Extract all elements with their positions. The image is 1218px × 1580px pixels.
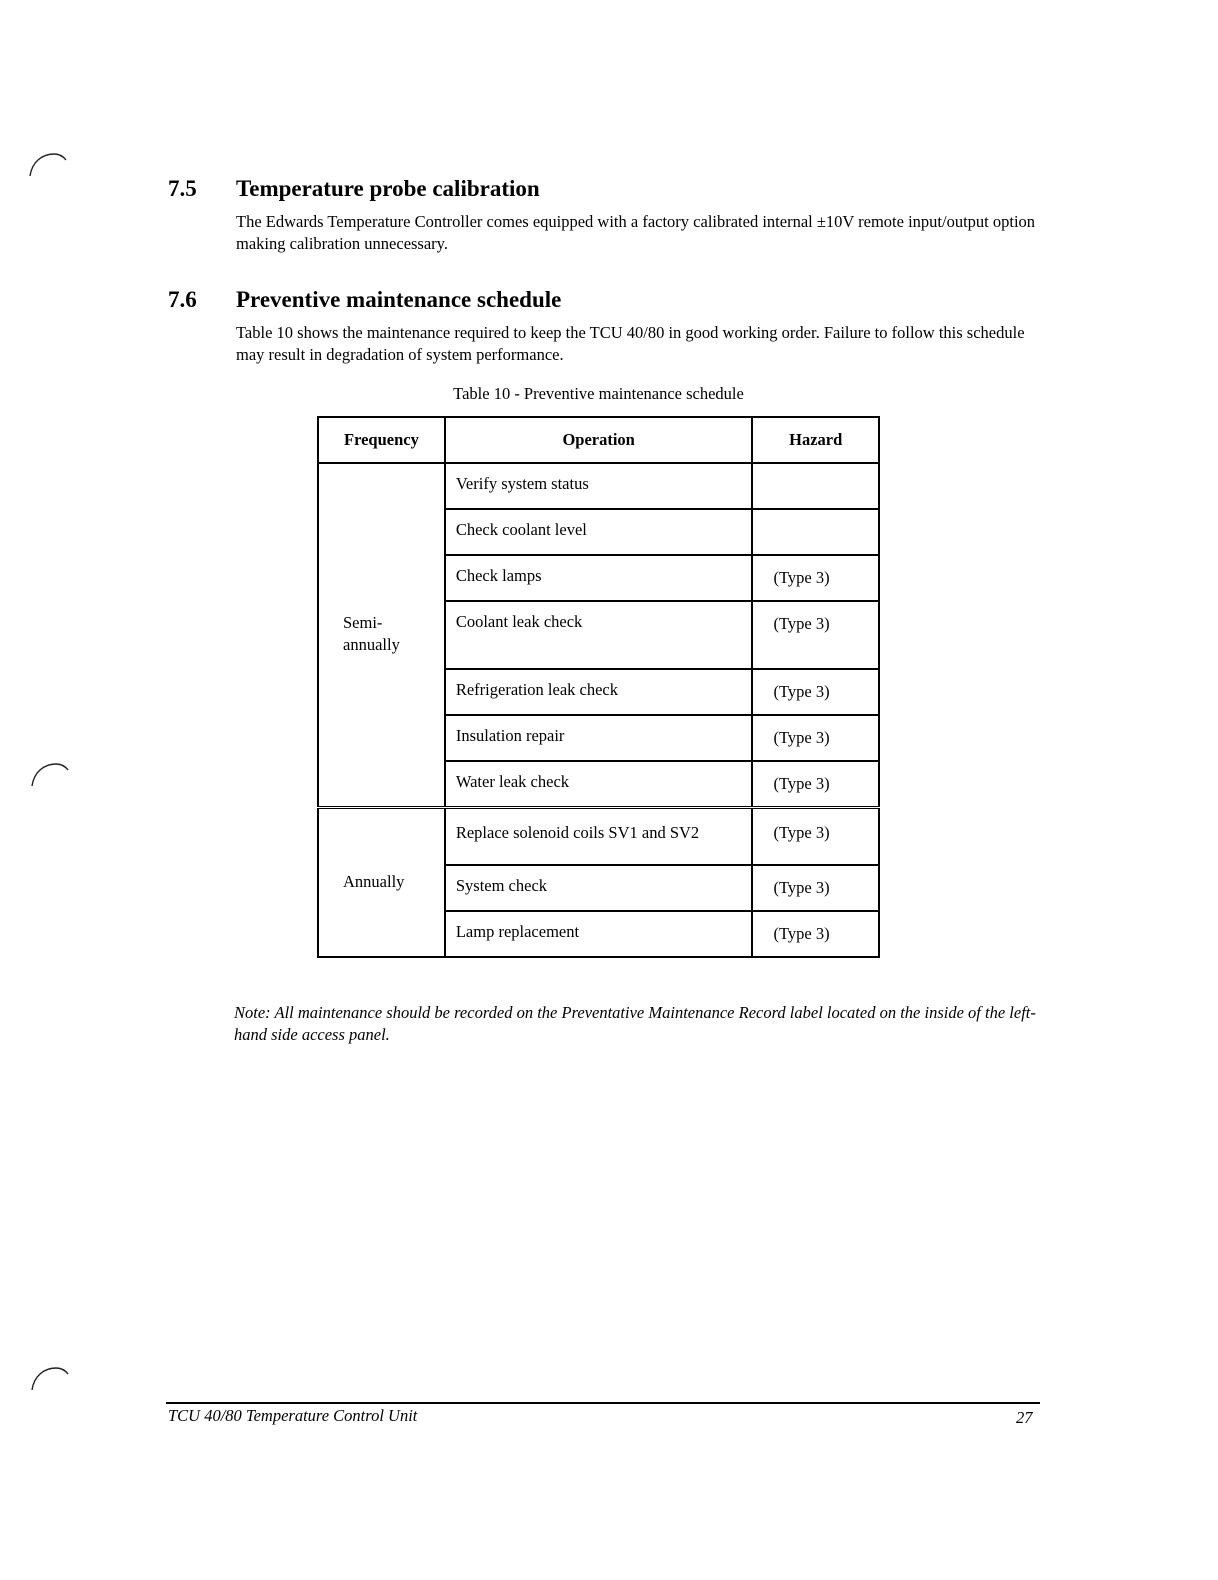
operation-cell: Lamp replacement [445, 911, 753, 957]
section-number: 7.5 [168, 176, 197, 201]
hazard-cell [752, 509, 879, 555]
frequency-cell-semi-annually [318, 463, 445, 807]
operation-cell: Replace solenoid coils SV1 and SV2 [445, 807, 753, 865]
header-operation: Operation [445, 417, 753, 463]
operation-cell: Coolant leak check [445, 601, 753, 669]
hazard-cell: (Type 3) [752, 669, 879, 715]
table-header-row [318, 417, 879, 463]
operation-cell: System check [445, 865, 753, 911]
table-row [318, 807, 879, 865]
operation-cell: Water leak check [445, 761, 753, 807]
table-caption: Table 10 - Preventive maintenance schedule [453, 384, 744, 403]
section-heading-7-6 [168, 287, 561, 313]
hazard-cell: (Type 3) [752, 601, 879, 669]
hazard-cell: (Type 3) [752, 555, 879, 601]
table-row [318, 463, 879, 509]
frequency-label: Semi-annually [343, 613, 400, 654]
operation-cell: Check coolant level [445, 509, 753, 555]
hazard-cell [752, 463, 879, 509]
footer-rule [166, 1402, 1040, 1404]
hazard-cell: (Type 3) [752, 911, 879, 957]
operation-cell: Check lamps [445, 555, 753, 601]
frequency-label: Annually [343, 872, 405, 892]
maintenance-note: Note: All maintenance should be recorded on the Preventative Maintenance Record label located on the inside of the left-hand side access panel. [234, 1003, 1036, 1044]
hazard-cell: (Type 3) [752, 865, 879, 911]
punch-hole-mark-middle [30, 760, 70, 788]
page-number: 27 [1016, 1408, 1033, 1427]
section-heading-7-5 [168, 176, 540, 202]
section-body-7-6: Table 10 shows the maintenance required to keep the TCU 40/80 in good working order. Failure to follow this schedule may result in degradation of system performance. [236, 323, 1025, 364]
frequency-cell-annually [318, 807, 445, 957]
maintenance-schedule-table [317, 416, 880, 958]
section-number: 7.6 [168, 287, 197, 312]
operation-cell: Verify system status [445, 463, 753, 509]
footer-title: TCU 40/80 Temperature Control Unit [168, 1406, 418, 1425]
hazard-cell: (Type 3) [752, 807, 879, 865]
hazard-cell: (Type 3) [752, 761, 879, 807]
operation-cell: Insulation repair [445, 715, 753, 761]
section-body-7-5: The Edwards Temperature Controller comes equipped with a factory calibrated internal ±10V remote input/output option making calibration unnecessary. [236, 212, 1036, 253]
punch-hole-mark-bottom [30, 1364, 70, 1392]
punch-hole-mark-top [28, 150, 68, 178]
hazard-cell: (Type 3) [752, 715, 879, 761]
section-title: Preventive maintenance schedule [236, 287, 562, 312]
section-title: Temperature probe calibration [236, 176, 540, 201]
operation-cell: Refrigeration leak check [445, 669, 753, 715]
header-frequency: Frequency [318, 417, 445, 463]
header-hazard: Hazard [752, 417, 879, 463]
